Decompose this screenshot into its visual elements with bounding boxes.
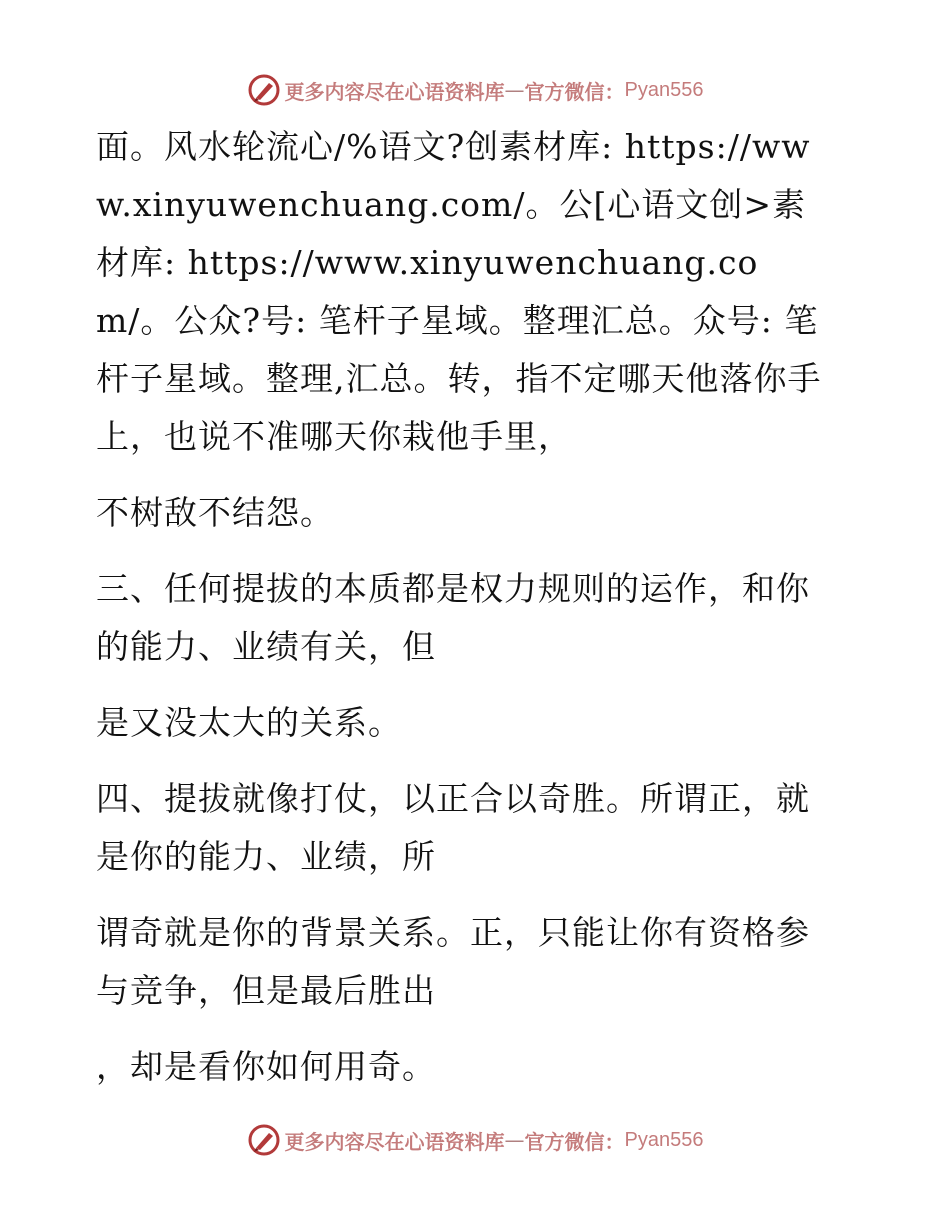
footer-banner (0, 1118, 950, 1162)
banner-wechat-id: Pyan556 (624, 1128, 704, 1151)
banner-wechat-label: 官方微信： (524, 1129, 625, 1154)
banner-site-text: 更多内容尽在心语资料库 (284, 79, 505, 104)
paragraph: 四、提拔就像打仗，以正合以奇胜。所谓正，就是你的能力、业绩，所 (96, 779, 810, 876)
banner-separator: — (504, 1128, 525, 1152)
paragraph: 谓奇就是你的背景关系。正，只能让你有资格参与竞争，但是最后胜出 (96, 913, 810, 1010)
banner-site-text: 更多内容尽在心语资料库 (284, 1129, 505, 1154)
paragraph: 不树敌不结怨。 (96, 493, 334, 532)
banner-wechat-id: Pyan556 (624, 78, 704, 101)
banner-wechat-label: 官方微信： (524, 79, 625, 104)
paragraph: 是又没太大的关系。 (96, 703, 402, 742)
pen-logo-icon (247, 73, 281, 107)
paragraph: 三、任何提拔的本质都是权力规则的运作，和你的能力、业绩有关，但 (96, 569, 810, 666)
document-body (96, 118, 836, 1114)
pen-logo-icon (247, 1123, 281, 1157)
banner-separator: — (504, 78, 525, 102)
paragraph: ，却是看你如何用奇。 (96, 1047, 436, 1086)
paragraph: 面。风水轮流心/%语文?创素材库: https://www.xinyuwenchuang.com/。公[心语文创>素材库: https://www.xinyuwenchuang.com/。公众?号: 笔杆子星域。整理汇总。众号: 笔杆子星域。整理,汇总。转，指不定哪天他落你手上，也说不准哪天你栽他手里， (96, 127, 822, 456)
header-banner (0, 68, 950, 112)
